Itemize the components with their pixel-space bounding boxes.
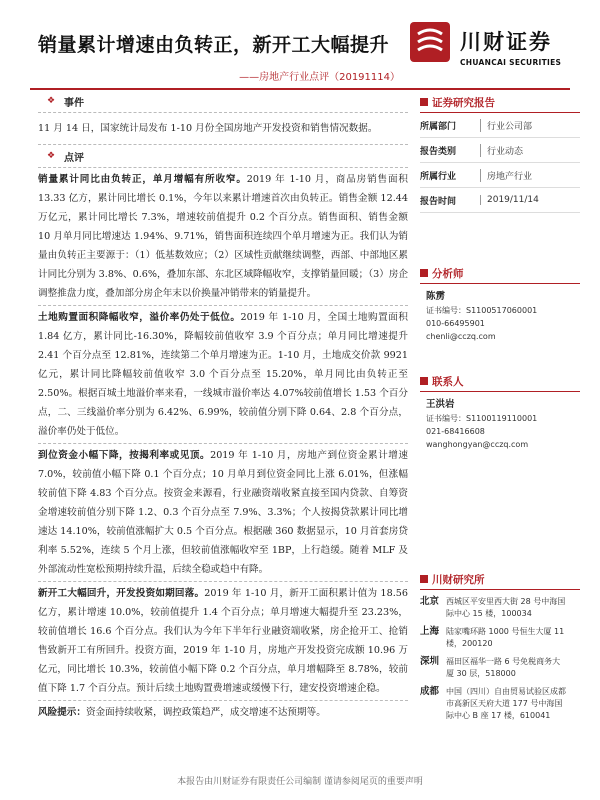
divider [420, 589, 580, 590]
divider [420, 283, 580, 284]
report-subtitle: ——房地产行业点评（20191114） [239, 72, 400, 83]
paragraph-sales: 销量累计同比由负转正，单月增幅有所收窄。2019 年 1-10 月，商品房销售面积 13.33 亿方，累计同比增长 0.1%，今年以来累计增速首次由负转正。销售金额 12.44 万亿元，累计同比增长 7.3%，增速较前值提升 0.2 个百分点。销售面积、销售金额 10 月单月同比增速达 1.94%、9.71%，销售面积连续四个单月增速为正。我们认为销量由负转正主要源于：（1）低基数效应；（2）区域性贡献继续调整，西部、中部地区累计同比分别为 3.8%、0.6%，叠加东部、东北区域降幅收窄，支撑销量回暖；（3）房企调整推盘力度，叠加部分房企年末以价换量冲销带来的销量提升。 [38, 174, 408, 299]
paragraph-funds: 到位资金小幅下降，按揭利率或见顶。2019 年 1-10 月，房地产到位资金累计增速 7.0%，较前值小幅下降 0.1 个百分点；10 月单月到位资金同比上涨 6.01%，但涨幅较前值下降 4.83 个百分点。按资金来源看，行业融资端收紧直接至国内贷款、自筹资金增速较前值分别下降 1.2、0.3 个百分点至 7.9%、3.3%；个人按揭贷款累计同比增速达 14.10%，较前值涨幅扩大 0.5 个百分点。根据融 360 数据显示，10 月首套房贷利率 5.52%，连续 5 个月上涨，但较前值涨幅收窄至 1BP，上行趋缓。随着 MLF 及外部流动性宽松预期持续升温，后续全稳或趋中有降。 [38, 450, 408, 575]
square-bullet-icon [420, 575, 428, 583]
info-row: 报告类别 行业动态 [420, 138, 580, 163]
analyst-heading: 分析师 [420, 263, 580, 283]
header-rule [30, 88, 570, 90]
diamond-icon: ❖ [46, 96, 56, 106]
info-row: 所属行业 房地产行业 [420, 163, 580, 188]
event-text: 11 月 14 日，国家统计局发布 1-10 月份全国房地产开发投资和销售情况数据。 [38, 123, 378, 134]
office-chengdu: 成都 中国（四川）自由贸易试验区成都市高新区天府大道 177 号中海国际中心 B 座 17 楼，610041 [420, 686, 566, 720]
divider [38, 443, 408, 444]
report-title: 销量累计增速由负转正，新开工大幅提升 [38, 34, 390, 56]
analyst-email[interactable]: chenli@cczq.com [426, 332, 496, 341]
diamond-icon: ❖ [46, 151, 56, 161]
divider [38, 700, 408, 701]
report-info-heading: 证券研究报告 [420, 92, 580, 112]
page-footer: 本报告由川财证券有限责任公司编制 谨请参阅尾页的重要声明 [177, 777, 423, 787]
paragraph-risk: 风险提示：资金面持续收紧，调控政策趋严，成交增速不达预期等。 [38, 707, 326, 718]
analyst-cert: 证书编号：S1100517060001 [426, 306, 538, 315]
brand-name-en: CHUANCAI SECURITIES [460, 58, 562, 67]
analyst-phone: 010-66495901 [426, 319, 485, 328]
event-heading: ❖ 事件 [38, 92, 408, 110]
info-row: 所属部门 行业公司部 [420, 113, 580, 138]
office-shanghai: 上海 陆家嘴环路 1000 号恒生大厦 11 楼，200120 [420, 626, 565, 648]
sidebar [420, 92, 580, 728]
divider [38, 112, 408, 113]
square-bullet-icon [420, 377, 428, 385]
info-row: 报告时间 2019/11/14 [420, 188, 580, 213]
square-bullet-icon [420, 269, 428, 277]
office-beijing: 北京 西城区平安里西大街 28 号中海国际中心 15 楼，100034 [420, 596, 566, 618]
square-bullet-icon [420, 98, 428, 106]
comment-heading: ❖ 点评 [38, 147, 408, 165]
institute-heading: 川财研究所 [420, 569, 580, 589]
chuancai-logo-icon [410, 22, 450, 62]
analyst-name: 陈雳 [426, 291, 446, 302]
divider [38, 305, 408, 306]
contact-name: 王洪岩 [426, 399, 455, 410]
paragraph-land: 土地购置面积降幅收窄，溢价率仍处于低位。2019 年 1-10 月，全国土地购置面积 1.84 亿方，累计同比-16.30%，降幅较前值收窄 3.9 个百分点；单月同比增速提升 2.41 个百分点至 12.81%，连续第二个单月增速为正。1-10 月，土地成交价款 9921 亿元，累计同比降幅较前值收窄 3.0 个百分点至 15.20%，单月同比由负转正至 2.50%。根据百城土地溢价率来看，一线城市溢价率达 4.07%较前值增长 1.53 个百分点，二、三线溢价率分别为 6.42%、6.99%，较前值分别下降 0.64、2.8 个百分点，溢价率仍处于低位。 [38, 312, 408, 437]
divider [38, 581, 408, 582]
divider [38, 144, 408, 145]
contact-email[interactable]: wanghongyan@cczq.com [426, 440, 529, 449]
brand-logo [410, 18, 570, 78]
divider [420, 391, 580, 392]
contact-heading: 联系人 [420, 371, 580, 391]
contact-cert: 证书编号：S1100119110001 [426, 414, 538, 423]
divider [38, 167, 408, 168]
main-column [38, 92, 408, 722]
brand-name-cn: 川财证券 [460, 30, 552, 54]
paragraph-construction: 新开工大幅回升，开发投资如期回落。2019 年 1-10 月，新开工面积累计值为 18.56 亿方，累计增速 10.0%，较前值提升 1.4 个百分点；单月增速大幅提升至 23.23%，较前值增长 16.6 个百分点。我们认为今年下半年行业融资端收紧，房企抢开工、抢销售致新开工有所回升。投资方面，2019 年 1-10 月，房地产开发投资完成额 10.96 万亿元，同比增长 10.3%，较前值小幅下降 0.2 个百分点，单月增幅降至 8.78%，较前值下降 1.7 个百分点。预计后续土地购置费增速或缓慢下行，建安投资增速企稳。 [38, 588, 408, 694]
office-shenzhen: 深圳 福田区福华一路 6 号免税商务大厦 30 层，518000 [420, 656, 561, 678]
contact-phone: 021-68416608 [426, 427, 485, 436]
